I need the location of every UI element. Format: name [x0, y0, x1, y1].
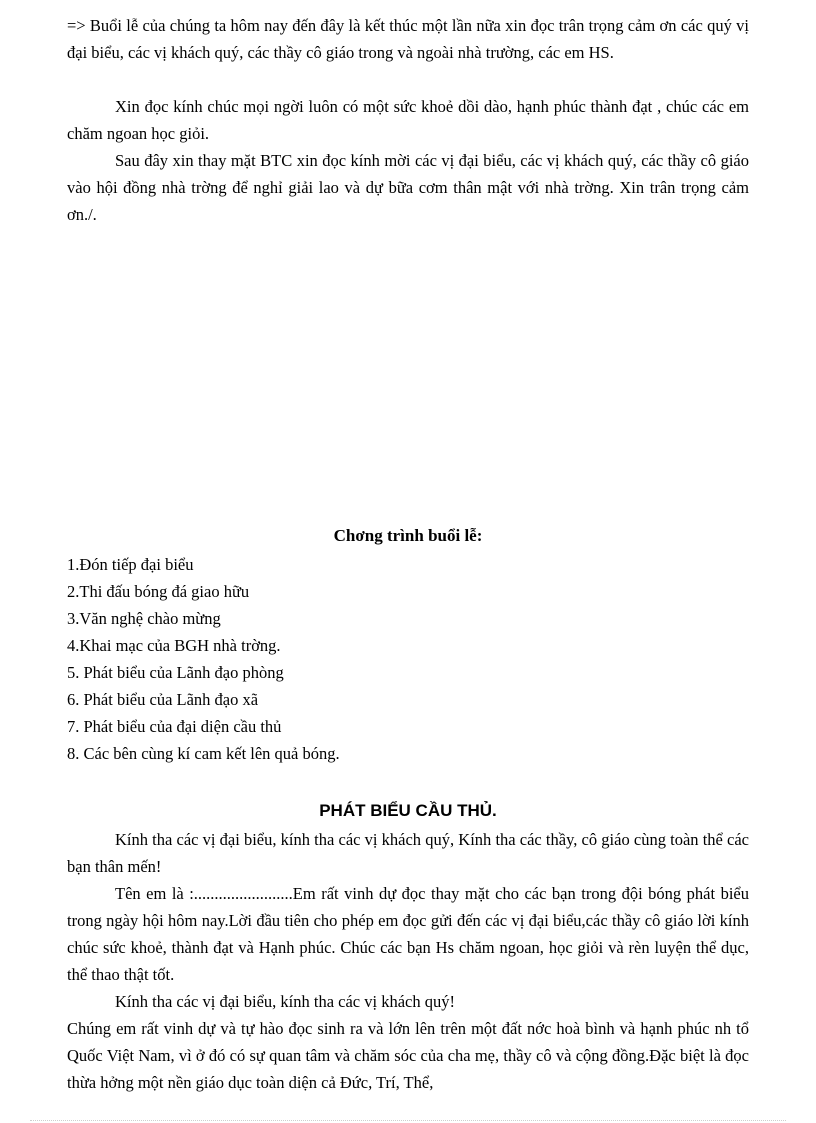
- program-list: [67, 551, 749, 767]
- program-item-8: 8. Các bên cùng kí cam kết lên quả bóng.: [67, 744, 340, 763]
- speech-paragraph-1: Kính tha các vị đại biểu, kính tha các vị khách quý, Kính tha các thầy, cô giáo cùng toàn thể các bạn thân mến!: [67, 830, 749, 876]
- closing-paragraph-2: Xin đọc kính chúc mọi ngời luôn có một sức khoẻ dồi dào, hạnh phúc thành đạt , chúc các em chăm ngoan học giỏi.: [67, 97, 749, 143]
- program-item-4: 4.Khai mạc của BGH nhà trờng.: [67, 636, 281, 655]
- speech-paragraph-4: Chúng em rất vinh dự và tự hào đọc sinh ra và lớn lên trên một đất nớc hoà bình và hạnh phúc nh tổ Quốc Việt Nam, vì ở đó có sự quan tâm và chăm sóc của cha mẹ, thầy cô và cộng đồng.Đặc biệt là đọc thừa hởng một nền giáo dục toàn diện cả Đức, Trí, Thể,: [67, 1019, 749, 1092]
- speech-paragraph-3: Kính tha các vị đại biểu, kính tha các vị khách quý!: [115, 992, 455, 1011]
- speech-paragraph-2: Tên em là :........................Em rất vinh dự đọc thay mặt cho các bạn trong đội bóng phát biểu trong ngày hội hôm nay.Lời đầu tiên cho phép em đọc gửi đến các vị đại biểu,các thầy cô giáo lời kính chúc sức khoẻ, thành đạt và Hạnh phúc. Chúc các bạn Hs chăm ngoan, học giỏi và rèn luyện thể dục, thể thao thật tốt.: [67, 884, 749, 984]
- program-item-1: 1.Đón tiếp đại biểu: [67, 555, 194, 574]
- closing-paragraph-1: => Buổi lễ của chúng ta hôm nay đến đây là kết thúc một lần nữa xin đọc trân trọng cảm ơn các quý vị đại biểu, các vị khách quý, các thầy cô giáo trong và ngoài nhà trường, các em HS.: [67, 16, 749, 62]
- program-item-2: 2.Thi đấu bóng đá giao hữu: [67, 582, 250, 601]
- program-item-3: 3.Văn nghệ chào mừng: [67, 609, 221, 628]
- program-item-5: 5. Phát biểu của Lãnh đạo phòng: [67, 663, 284, 682]
- page-bottom-divider: [30, 1120, 786, 1121]
- closing-paragraph-3: Sau đây xin thay mặt BTC xin đọc kính mời các vị đại biểu, các vị khách quý, các thầy cô giáo vào hội đồng nhà trờng để nghỉ giải lao và dự bữa cơm thân mật với nhà trờng. Xin trân trọng cảm ơn./.: [67, 151, 749, 224]
- program-item-7: 7. Phát biểu của đại diện cầu thủ: [67, 717, 282, 736]
- speech-title: PHÁT BIỂU CẦU THỦ.: [319, 801, 497, 820]
- program-item-6: 6. Phát biểu của Lãnh đạo xã: [67, 690, 259, 709]
- program-title: Chơng trình buổi lễ:: [333, 526, 483, 545]
